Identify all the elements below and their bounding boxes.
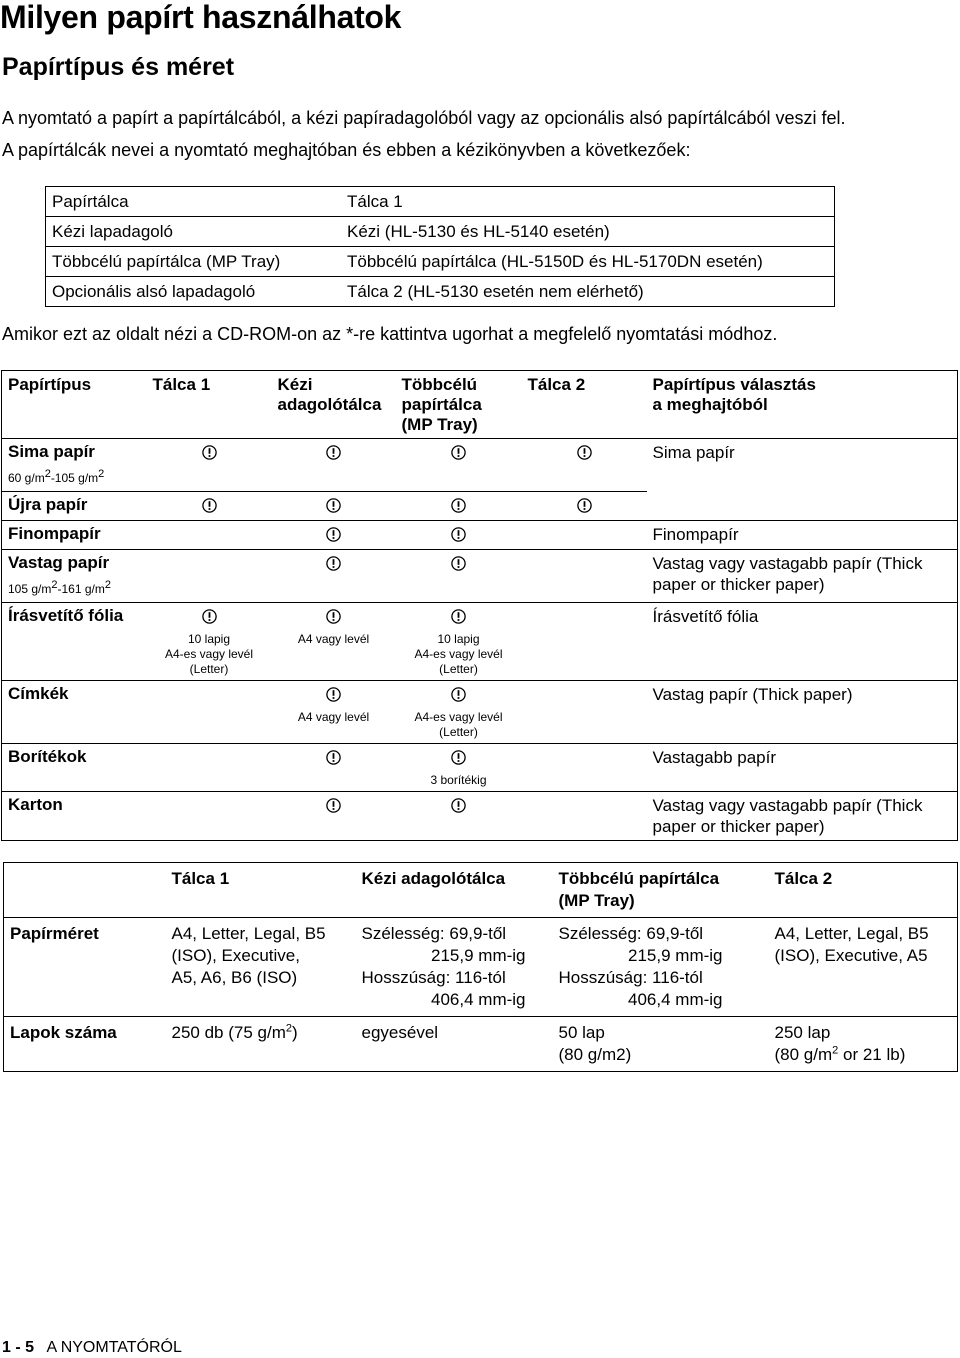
- weight-max-exp: 2: [104, 579, 111, 591]
- table-row: [2, 603, 958, 681]
- row-label-sheet-count: Lapok száma: [4, 1017, 166, 1072]
- tray-driver-name-cell: Tálca 1: [341, 187, 835, 217]
- support-cell: [272, 603, 396, 681]
- support-cell: [522, 681, 647, 744]
- header-tray2: Tálca 2: [769, 863, 958, 918]
- capacity-text-end: or 21 lb): [838, 1045, 906, 1064]
- header-mp-tray: [553, 863, 769, 918]
- support-cell: [147, 492, 272, 521]
- paper-type-header-row: [2, 371, 958, 439]
- note-line: (Letter): [439, 725, 478, 739]
- support-cell: [522, 492, 647, 521]
- size-line: A4, Letter, Legal, B5: [171, 924, 326, 943]
- section-heading: Papírtípus és méret: [2, 53, 235, 81]
- size-line: Szélesség: 69,9-től: [361, 924, 507, 943]
- weight-range: [8, 468, 141, 488]
- row-label-recycled: Újra papír: [2, 492, 147, 521]
- support-cell: [396, 521, 522, 550]
- info-circle-icon: [451, 798, 466, 813]
- info-circle-icon: [326, 687, 341, 702]
- driver-setting-cell: Vastag vagy vastagabb papír (Thick paper or thicker paper): [647, 792, 958, 841]
- support-cell: [147, 792, 272, 841]
- size-line: A5, A6, B6 (ISO): [171, 968, 298, 987]
- header-mp-tray-line3: (MP Tray): [401, 415, 478, 434]
- support-cell: [396, 681, 522, 744]
- support-cell: [147, 550, 272, 603]
- support-cell: [396, 439, 522, 492]
- support-cell: [147, 521, 272, 550]
- header-mp-tray-line1: Többcélú papírtálca: [558, 869, 720, 888]
- manual-sizes: [356, 918, 553, 1017]
- support-cell: [272, 521, 396, 550]
- tray-names-row: [46, 217, 835, 247]
- driver-setting-cell: Vastagabb papír: [647, 744, 958, 792]
- row-label-bond: Finompapír: [2, 521, 147, 550]
- info-circle-icon: [451, 750, 466, 765]
- support-cell: [272, 492, 396, 521]
- capacity-exp: 2: [285, 1022, 292, 1035]
- info-circle-icon: [326, 750, 341, 765]
- page-title: Milyen papírt használhatok: [0, 0, 402, 35]
- paper-type-table: [1, 370, 958, 841]
- weight-min-exp: 2: [44, 468, 51, 480]
- support-cell: [147, 744, 272, 792]
- note-line: A4-es vagy levél: [164, 647, 254, 661]
- info-circle-icon: [451, 527, 466, 542]
- size-line: (ISO), Executive, A5: [774, 946, 928, 965]
- tray-driver-name-cell: Többcélú papírtálca (HL-5150D és HL-5170DN esetén): [341, 247, 835, 277]
- row-label-transparency: Írásvetítő fólia: [2, 603, 147, 681]
- tray2-capacity: [769, 1017, 958, 1072]
- info-circle-icon: [451, 498, 466, 513]
- tray-name-cell: Kézi lapadagoló: [46, 217, 342, 247]
- capacity-text: (80 g/m: [774, 1045, 833, 1064]
- info-circle-icon: [326, 445, 341, 460]
- support-cell: [272, 439, 396, 492]
- weight-max-exp: 2: [98, 468, 105, 480]
- size-line: Hosszúság: 116-tól: [361, 968, 506, 987]
- header-mp-tray-line1: Többcélú: [401, 375, 478, 394]
- support-cell: [396, 744, 522, 792]
- header-manual-feed: Kézi adagolótálca: [356, 863, 553, 918]
- size-line: Szélesség: 69,9-től: [558, 924, 704, 943]
- cell-note: 3 borítékig: [430, 773, 487, 787]
- support-cell: [272, 744, 396, 792]
- header-manual-feed-line1: Kézi: [277, 375, 313, 394]
- header-manual-feed: [272, 371, 396, 439]
- note-line: (Letter): [439, 662, 478, 676]
- paper-size-table: [3, 862, 958, 1072]
- tray-driver-name-cell: Kézi (HL-5130 és HL-5140 esetén): [341, 217, 835, 247]
- size-line: 215,9 mm-ig: [628, 946, 723, 965]
- table-row: [4, 1017, 958, 1072]
- info-circle-icon: [202, 498, 217, 513]
- tray2-sizes: [769, 918, 958, 1017]
- row-label-envelopes: Borítékok: [2, 744, 147, 792]
- weight-max: -161 g/m: [57, 582, 105, 596]
- row-label-paper-size: Papírméret: [4, 918, 166, 1017]
- header-mp-tray-line2: (MP Tray): [558, 891, 635, 910]
- row-label-card: Karton: [2, 792, 147, 841]
- support-cell: [396, 550, 522, 603]
- tray-name-cell: Papírtálca: [46, 187, 342, 217]
- size-header-row: [4, 863, 958, 918]
- page-footer: [2, 1338, 182, 1358]
- capacity-text: 250 db (75 g/m: [171, 1023, 286, 1042]
- info-circle-icon: [577, 445, 592, 460]
- info-circle-icon: [451, 445, 466, 460]
- support-cell: [396, 792, 522, 841]
- table-row: [2, 550, 958, 603]
- header-paper-type: Papírtípus: [2, 371, 147, 439]
- header-driver-selection: [647, 371, 958, 439]
- support-cell: [522, 550, 647, 603]
- cdrom-note: Amikor ezt az oldalt nézi a CD-ROM-on az *-re kattintva ugorhat a megfelelő nyomtatási módhoz.: [2, 324, 778, 344]
- intro-paragraph-line1: A nyomtató a papírt a papírtálcából, a kézi papíradagolóból vagy az opcionális alsó papírtálcából veszi fel.: [2, 108, 846, 128]
- cell-note: [402, 632, 516, 677]
- support-cell: [272, 792, 396, 841]
- header-tray2: Tálca 2: [522, 371, 647, 439]
- support-cell: [522, 792, 647, 841]
- header-mp-tray-line2: papírtálca: [401, 395, 482, 414]
- row-label-text: Vastag papír: [8, 553, 110, 572]
- support-cell: [272, 681, 396, 744]
- support-cell: [147, 439, 272, 492]
- info-circle-icon: [326, 527, 341, 542]
- capacity-line: [775, 1044, 952, 1066]
- weight-min: 60 g/m: [8, 471, 45, 485]
- size-line: (ISO), Executive,: [171, 946, 300, 965]
- size-line: A4, Letter, Legal, B5: [774, 924, 929, 943]
- tray-name-cell: Többcélú papírtálca (MP Tray): [46, 247, 342, 277]
- info-circle-icon: [451, 687, 466, 702]
- support-cell: [522, 521, 647, 550]
- table-row: [2, 681, 958, 744]
- cell-note: A4 vagy levél: [297, 632, 370, 646]
- capacity-exp: 2: [832, 1044, 839, 1057]
- tray1-capacity: [166, 1017, 356, 1072]
- support-cell: [522, 439, 647, 492]
- cell-note: A4 vagy levél: [297, 710, 370, 724]
- tray-names-row: [46, 277, 835, 307]
- info-circle-icon: [326, 556, 341, 571]
- tray-names-row: [46, 247, 835, 277]
- header-manual-feed-line2: adagolótálca: [277, 395, 382, 414]
- support-cell: [522, 603, 647, 681]
- mp-sizes: [553, 918, 769, 1017]
- row-label-text: Sima papír: [8, 442, 95, 461]
- header-empty: [4, 863, 166, 918]
- note-line: A4-es vagy levél: [414, 710, 503, 724]
- tray1-sizes: [166, 918, 356, 1017]
- mp-capacity: [553, 1017, 769, 1072]
- driver-setting-cell: Sima papír: [647, 439, 958, 521]
- weight-max: -105 g/m: [50, 471, 99, 485]
- support-cell: [147, 681, 272, 744]
- info-circle-icon: [326, 798, 341, 813]
- table-row: [2, 521, 958, 550]
- header-mp-tray: [396, 371, 522, 439]
- tray-driver-name-cell: Tálca 2 (HL-5130 esetén nem elérhető): [341, 277, 835, 307]
- page-number: 1 - 5: [2, 1339, 35, 1356]
- note-line: 10 lapig: [437, 632, 480, 646]
- capacity-line: 50 lap: [558, 1023, 605, 1042]
- support-cell: [272, 550, 396, 603]
- driver-setting-cell: Finompapír: [647, 521, 958, 550]
- driver-setting-cell: Vastag papír (Thick paper): [647, 681, 958, 744]
- capacity-line: (80 g/m2): [558, 1045, 632, 1064]
- capacity-text-end: ): [291, 1023, 298, 1042]
- size-line: 215,9 mm-ig: [431, 946, 526, 965]
- size-line: Hosszúság: 116-tól: [558, 968, 703, 987]
- driver-setting-cell: Írásvetítő fólia: [647, 603, 958, 681]
- support-cell: [522, 744, 647, 792]
- info-circle-icon: [202, 609, 217, 624]
- support-cell: [396, 603, 522, 681]
- capacity-line: 250 lap: [774, 1023, 831, 1042]
- support-cell: [396, 492, 522, 521]
- size-line: 406,4 mm-ig: [431, 990, 526, 1009]
- manual-capacity: egyesével: [356, 1017, 553, 1072]
- tray-name-cell: Opcionális alsó lapadagoló: [46, 277, 342, 307]
- info-circle-icon: [326, 498, 341, 513]
- driver-setting-cell: Vastag vagy vastagabb papír (Thick paper or thicker paper): [647, 550, 958, 603]
- table-row: [4, 918, 958, 1017]
- info-circle-icon: [202, 445, 217, 460]
- header-tray1: Tálca 1: [166, 863, 356, 918]
- cell-note: [153, 632, 266, 677]
- note-line: A4-es vagy levél: [414, 647, 503, 661]
- row-label-plain: [2, 439, 147, 492]
- header-driver-selection-line2: a meghajtóból: [652, 395, 768, 414]
- table-row: [2, 792, 958, 841]
- table-row: [2, 744, 958, 792]
- intro-paragraph-line2: A papírtálcák nevei a nyomtató meghajtóban és ebben a kézikönyvben a következőek:: [2, 140, 691, 160]
- row-label-labels: Címkék: [2, 681, 147, 744]
- header-tray1: Tálca 1: [147, 371, 272, 439]
- weight-min-exp: 2: [51, 579, 58, 591]
- info-circle-icon: [451, 556, 466, 571]
- cell-note: [402, 710, 516, 740]
- table-row: [2, 439, 958, 492]
- tray-names-row: [46, 187, 835, 217]
- support-cell: [147, 603, 272, 681]
- info-circle-icon: [326, 609, 341, 624]
- note-line: 10 lapig: [187, 632, 231, 646]
- info-circle-icon: [577, 498, 592, 513]
- info-circle-icon: [451, 609, 466, 624]
- tray-names-table: [45, 186, 835, 307]
- weight-range: [8, 579, 141, 599]
- note-line: (Letter): [189, 662, 229, 676]
- row-label-thick: [2, 550, 147, 603]
- size-line: 406,4 mm-ig: [628, 990, 723, 1009]
- chapter-name: A NYOMTATÓRÓL: [46, 1339, 182, 1356]
- weight-min: 105 g/m: [8, 582, 52, 596]
- header-driver-selection-line1: Papírtípus választás: [652, 375, 816, 394]
